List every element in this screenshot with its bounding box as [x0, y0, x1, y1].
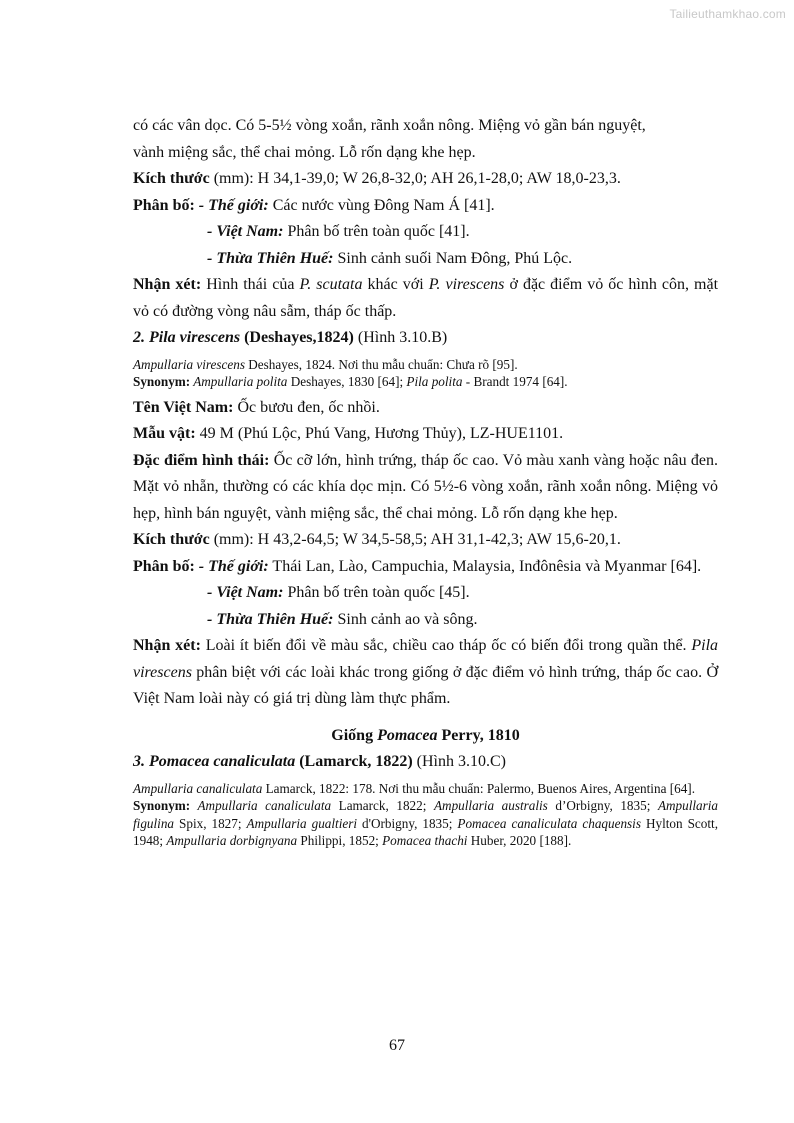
species-name: Ampullaria figulina [133, 798, 719, 831]
hue-label: - Thừa Thiên Huế: [207, 610, 334, 628]
remark-text: Loài ít biến đổi về màu sắc, chiều cao tháp ốc có biến đổi trong quần thể. [200, 637, 692, 654]
hue-text: Sinh cảnh suối Nam Đông, Phú Lộc. [333, 249, 573, 267]
species-name: Pila polita [406, 374, 463, 389]
synonym-text: d'Orbigny, 1835; [357, 815, 458, 831]
description-line: có các vân dọc. Có 5-5½ vòng xoắn, rãnh xoắn nông. Miệng vỏ gần bán nguyệt, [133, 117, 646, 134]
world-text: Các nước vùng Đông Nam Á [41]. [268, 196, 495, 214]
morphology-text: Ốc cỡ lớn, hình trứng, tháp ốc cao. Vỏ màu xanh vàng hoặc nâu đen. Mặt vỏ nhẵn, thường có các khía dọc mịn. Có 5½-6 vòng xoắn, rãnh xoắn nông. Miệng vỏ hẹp, hình bán nguyệt, vành miệng sắc, thể chai mỏng. Lỗ rốn dạng khe hẹp. [133, 451, 718, 522]
species-name: Ampullaria canaliculata [190, 798, 332, 813]
distribution-label: Phân bố: [133, 557, 195, 575]
world-text: Thái Lan, Lào, Campuchia, Malaysia, Inđônêsia và Myanmar [64]. [268, 557, 702, 575]
distribution-vietnam [133, 219, 718, 246]
species-name: P. virescens [428, 276, 505, 293]
genus-author: Perry, 1810 [437, 726, 520, 744]
synonym-text: d’Orbigny, 1835; [547, 798, 658, 813]
morphology-label: Đặc điểm hình thái: [133, 451, 270, 469]
remark-text: Hình thái của [201, 276, 300, 293]
species-heading [133, 325, 718, 352]
species-title: 3. Pomacea canaliculata [133, 753, 296, 770]
original-reference [133, 780, 718, 798]
vietnamese-name-text: Ốc bươu đen, ốc nhồi. [233, 398, 380, 416]
remark-label: Nhận xét: [133, 637, 201, 654]
figure-reference: (Hình 3.10.C) [412, 753, 506, 770]
size-label: Kích thước [133, 531, 210, 548]
species-name: Ampullaria virescens [133, 356, 245, 372]
remark-paragraph [133, 272, 718, 325]
reference-text: Lamarck, 1822: 178. Nơi thu mẫu chuẩn: Palermo, Buenos Aires, Argentina [64]. [262, 780, 695, 796]
species-name: Ampullaria canaliculata [133, 780, 263, 796]
figure-reference: (Hình 3.10.B) [353, 329, 448, 346]
remark-text: phân biệt với các loài khác trong giống ở đặc điểm vỏ hình trứng, tháp ốc cao. Ở Việt Nam loài này có giá trị dùng làm thực phẩm. [133, 663, 718, 707]
genus-heading [133, 723, 718, 750]
reference-text: Deshayes, 1824. Nơi thu mẫu chuẩn: Chưa rõ [95]. [244, 356, 518, 372]
watermark: Tailieuthamkhao.com [669, 7, 786, 21]
species-name: Ampullaria polita [190, 374, 288, 389]
vietnam-label: - Việt Nam: [207, 223, 284, 240]
species-author: (Lamarck, 1822) [295, 753, 413, 770]
species-author: (Deshayes,1824) [240, 329, 354, 346]
vietnamese-name [133, 395, 718, 422]
hue-text: Sinh cảnh ao và sông. [333, 610, 478, 628]
size-paragraph [133, 166, 718, 193]
size-text: (mm): H 34,1-39,0; W 26,8-32,0; AH 26,1-28,0; AW 18,0-23,3. [209, 170, 621, 187]
species-name: Ampullaria dorbignyana [166, 833, 298, 848]
genus-prefix: Giống [331, 726, 378, 744]
size-label: Kích thước [133, 170, 210, 187]
synonym-text: Deshayes, 1830 [64]; [287, 374, 407, 389]
hue-label: - Thừa Thiên Huế: [207, 249, 334, 267]
genus-name: Pomacea [377, 726, 438, 744]
size-text: (mm): H 43,2-64,5; W 34,5-58,5; AH 31,1-42,3; AW 15,6-20,1. [209, 531, 621, 548]
vietnamese-name-label: Tên Việt Nam: [133, 398, 234, 416]
world-label: - Thế giới: [194, 557, 269, 575]
species-name: Ampullaria australis [433, 798, 548, 813]
page-number: 67 [389, 1037, 405, 1054]
remark-paragraph [133, 633, 718, 713]
species-name: Pomacea canaliculata chaquensis [457, 815, 641, 831]
species-name: P. scutata [299, 276, 363, 293]
species-name: Pila virescens [133, 637, 719, 681]
distribution-hue [133, 607, 718, 634]
synonym-text: Huber, 2020 [188]. [467, 833, 572, 848]
specimen-label: Mẫu vật: [133, 425, 196, 442]
synonym-text: Hylton Scott, 1948; [133, 815, 719, 848]
specimen-paragraph [133, 421, 718, 448]
remark-text: ở đặc điểm vỏ ốc hình côn, mặt vỏ có đường vòng nâu sẫm, tháp ốc thấp. [133, 276, 719, 320]
morphology-paragraph [133, 448, 718, 528]
synonym-text: Spix, 1827; [174, 815, 247, 831]
world-label: - Thế giới: [194, 196, 269, 214]
vietnam-text: Phân bố trên toàn quốc [45]. [283, 584, 470, 601]
synonym-label: Synonym: [133, 374, 191, 389]
synonym-paragraph [133, 373, 718, 391]
original-reference [133, 356, 718, 374]
distribution-label: Phân bố: [133, 196, 195, 214]
specimen-text: 49 M (Phú Lộc, Phú Vang, Hương Thủy), LZ-HUE1101. [195, 425, 564, 442]
vietnam-label: - Việt Nam: [207, 584, 284, 601]
description-continued [133, 113, 718, 166]
remark-label: Nhận xét: [133, 276, 202, 293]
page-body [133, 113, 718, 850]
species-name: Pomacea thachi [382, 833, 468, 848]
description-line: vành miệng sắc, thể chai mỏng. Lỗ rốn dạng khe hẹp. [133, 143, 476, 161]
remark-text: khác với [362, 276, 429, 293]
distribution-vietnam [133, 580, 718, 607]
synonym-text: - Brandt 1974 [64]. [462, 374, 568, 389]
distribution-world [133, 554, 718, 581]
species-heading [133, 749, 718, 776]
synonym-label: Synonym: [133, 798, 191, 813]
species-title: 2. Pila virescens [133, 329, 241, 346]
synonym-paragraph [133, 797, 718, 850]
vietnam-text: Phân bố trên toàn quốc [41]. [283, 223, 470, 240]
synonym-text: Philippi, 1852; [297, 833, 383, 848]
distribution-hue [133, 246, 718, 273]
species-name: Ampullaria gualtieri [246, 815, 358, 831]
distribution-world [133, 193, 718, 220]
synonym-text: Lamarck, 1822; [331, 798, 434, 813]
size-paragraph [133, 527, 718, 554]
